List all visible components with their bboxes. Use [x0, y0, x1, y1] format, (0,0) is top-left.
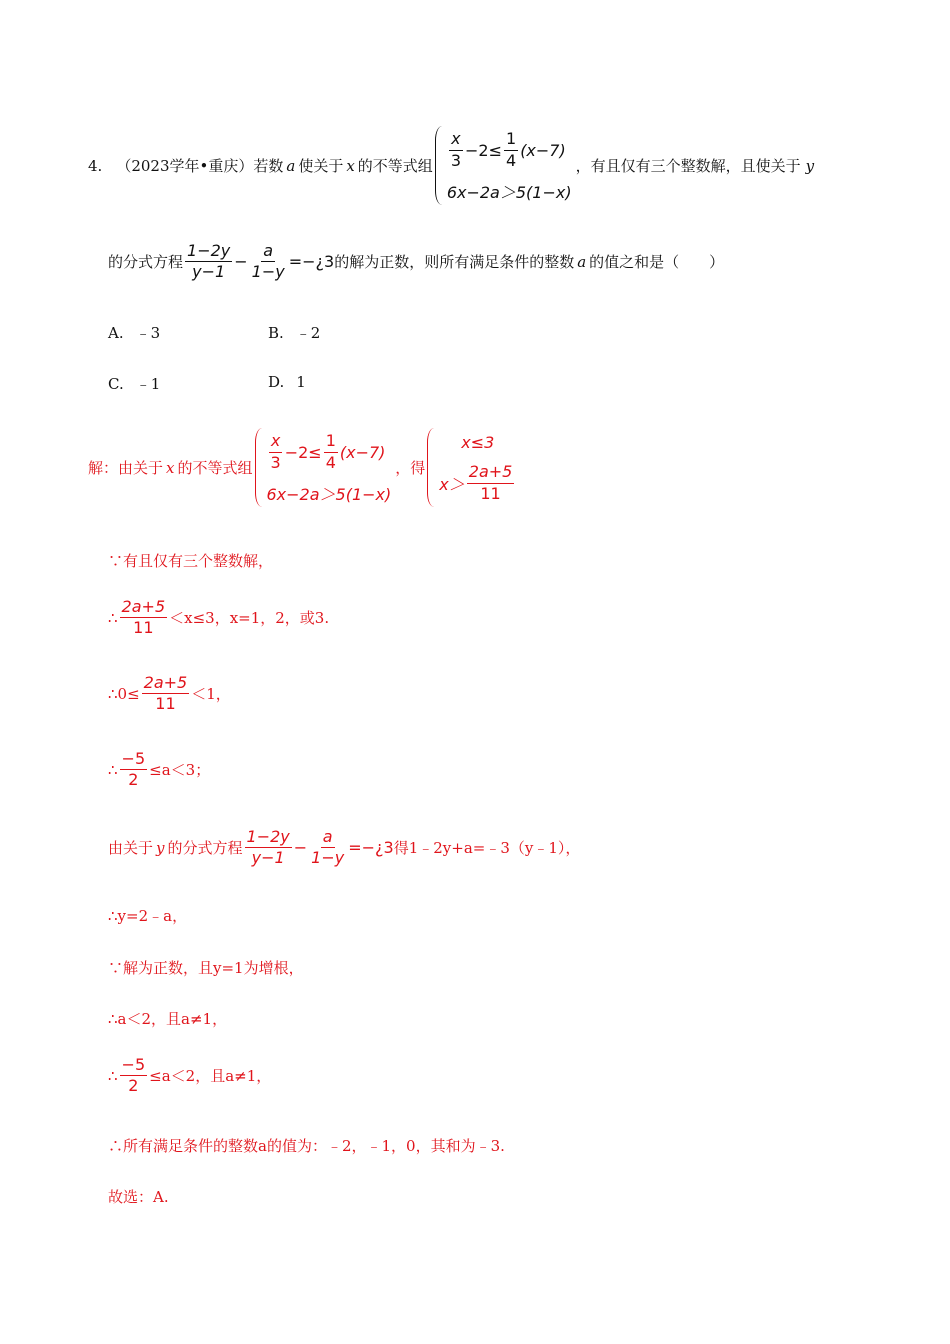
- option-value: ﹣3: [135, 324, 161, 342]
- math-text: x≤3: [461, 432, 495, 452]
- math-text: 6x−2a＞5(1−x): [266, 484, 392, 504]
- math-text: 6x−2a＞5(1−x): [446, 182, 572, 202]
- inequality-row-2: [267, 479, 392, 507]
- therefore-symbol: ∴: [108, 608, 118, 627]
- math-text: x＞: [439, 474, 465, 494]
- fraction-denominator: 11: [480, 483, 501, 503]
- solution-line-8: [108, 957, 304, 978]
- variable-a: a: [577, 252, 587, 271]
- fraction-numerator: −5: [120, 1056, 148, 1076]
- fraction-denominator: 3: [450, 150, 461, 170]
- solution-line-2: [108, 550, 273, 571]
- question-text: 的解为正数，则所有满足条件的整数: [334, 253, 575, 272]
- fraction-denominator: y−1: [192, 262, 226, 282]
- fraction-numerator: 1−2y: [245, 828, 292, 848]
- fraction-denominator: 2: [128, 1076, 139, 1096]
- question-text: 的值之和是（ ）: [589, 253, 725, 272]
- solution-text: ∴所有满足条件的整数a的值为：﹣2，﹣1，0，其和为﹣3.: [108, 1137, 505, 1155]
- option-d[interactable]: [268, 373, 306, 391]
- solution-line-4: [108, 674, 231, 714]
- solution-text: 的不等式组: [177, 459, 253, 477]
- solution-text: ，得: [395, 459, 426, 477]
- fraction-denominator: 11: [155, 694, 176, 714]
- option-label: B.: [268, 323, 284, 342]
- solution-text: ∵有且仅有三个整数解，: [108, 552, 274, 570]
- fraction-denominator: 4: [506, 150, 517, 170]
- fraction-numerator: a: [321, 828, 335, 848]
- solution-line-1: [88, 428, 520, 507]
- fraction-denominator: 2: [128, 770, 139, 790]
- fraction-numerator: 2a+5: [467, 463, 515, 483]
- math-text: =−¿3: [348, 838, 394, 858]
- variable-y: y: [156, 838, 165, 857]
- fraction-numerator: −5: [120, 750, 148, 770]
- option-value: ﹣1: [135, 375, 161, 393]
- solution-text: 由关于: [108, 839, 154, 858]
- option-b[interactable]: [268, 322, 320, 343]
- inequality-row-1: [267, 428, 392, 476]
- fraction-denominator: 1−y: [251, 262, 285, 282]
- fraction-denominator: 3: [270, 452, 281, 472]
- option-label: A.: [108, 323, 124, 342]
- question-text: 使关于: [298, 157, 344, 175]
- solution-line-7: [108, 905, 187, 926]
- option-value: ﹣2: [295, 324, 321, 342]
- solution-text: ∴0≤: [108, 684, 140, 703]
- variable-x: x: [166, 458, 175, 477]
- question-line-2: [108, 242, 724, 282]
- math-text: (x−7): [339, 442, 386, 462]
- solution-text: ＜x≤3，x=1，2，或3.: [169, 609, 330, 628]
- solution-text: 的分式方程: [167, 839, 243, 858]
- inequality-row-1: [447, 126, 572, 174]
- fraction-equation: [183, 242, 334, 282]
- solution-text: ≤a＜3；: [149, 761, 211, 780]
- question-text: ，有且仅有三个整数解，且使关于: [575, 157, 801, 175]
- solution-line-9: [108, 1008, 227, 1029]
- fraction-denominator: 11: [133, 618, 154, 638]
- solution-text: 解：由关于: [88, 459, 164, 477]
- solution-line-6: [108, 828, 580, 868]
- fraction-numerator: a: [261, 242, 275, 262]
- therefore-symbol: ∴: [108, 1066, 118, 1085]
- option-label: C.: [108, 374, 124, 393]
- question-text: 若数: [253, 157, 284, 175]
- solution-text: ∵解为正数，且y=1为增根，: [108, 959, 304, 977]
- variable-x: x: [346, 156, 355, 175]
- question-source: （2023学年•重庆）: [116, 157, 254, 175]
- math-text: −: [293, 838, 308, 858]
- question-text: 的分式方程: [108, 253, 184, 272]
- option-value: 1: [296, 373, 306, 391]
- fraction-denominator: 4: [325, 452, 336, 472]
- fraction-numerator: 1: [324, 432, 338, 452]
- fraction-numerator: 1−2y: [185, 242, 232, 262]
- solution-text: ＜1，: [191, 685, 231, 704]
- option-a[interactable]: [108, 322, 160, 343]
- solution-text: ∴a＜2，且a≠1，: [108, 1010, 228, 1028]
- math-text: −2≤: [465, 140, 502, 160]
- fraction-numerator: 2a+5: [120, 598, 168, 618]
- inequality-row-2: [447, 177, 572, 205]
- inequality-system: [435, 126, 572, 205]
- inequality-system: [255, 428, 392, 507]
- solution-text: ≤a＜2，且a≠1，: [149, 1067, 272, 1086]
- question-number: 4.: [88, 156, 103, 175]
- left-brace: [435, 126, 443, 205]
- variable-y: y: [805, 156, 815, 175]
- solution-line-12: [108, 1186, 169, 1207]
- fraction-numerator: x: [449, 130, 462, 150]
- fraction-equation: [243, 828, 394, 868]
- solution-line-5: [108, 750, 210, 790]
- solution-text: ∴y=2﹣a，: [108, 907, 188, 925]
- fraction-numerator: x: [269, 432, 282, 452]
- question-text: 的不等式组: [357, 157, 433, 175]
- option-c[interactable]: [108, 373, 160, 394]
- solution-system: [427, 428, 516, 507]
- fraction-denominator: 1−y: [311, 848, 345, 868]
- variable-a: a: [286, 156, 296, 175]
- question-line-1: [88, 126, 814, 205]
- therefore-symbol: ∴: [108, 760, 118, 779]
- math-text: −: [234, 252, 248, 272]
- solution-line-10: [108, 1056, 271, 1096]
- math-text: (x−7): [520, 140, 566, 160]
- fraction-numerator: 2a+5: [142, 674, 190, 694]
- answer-text: 故选：A.: [108, 1188, 169, 1206]
- solution-line-3: [108, 598, 329, 638]
- fraction-numerator: 1: [504, 130, 518, 150]
- left-brace: [255, 428, 263, 507]
- left-brace: [427, 428, 435, 507]
- solution-line-11: [108, 1135, 505, 1156]
- option-label: D.: [268, 373, 285, 391]
- solution-row-1: [439, 428, 516, 456]
- math-text: =−¿3: [288, 252, 335, 272]
- solution-text: 得1﹣2y+a=﹣3（y﹣1），: [393, 839, 581, 858]
- math-text: −2≤: [284, 442, 322, 462]
- solution-row-2: [439, 459, 516, 507]
- fraction-denominator: y−1: [251, 848, 285, 868]
